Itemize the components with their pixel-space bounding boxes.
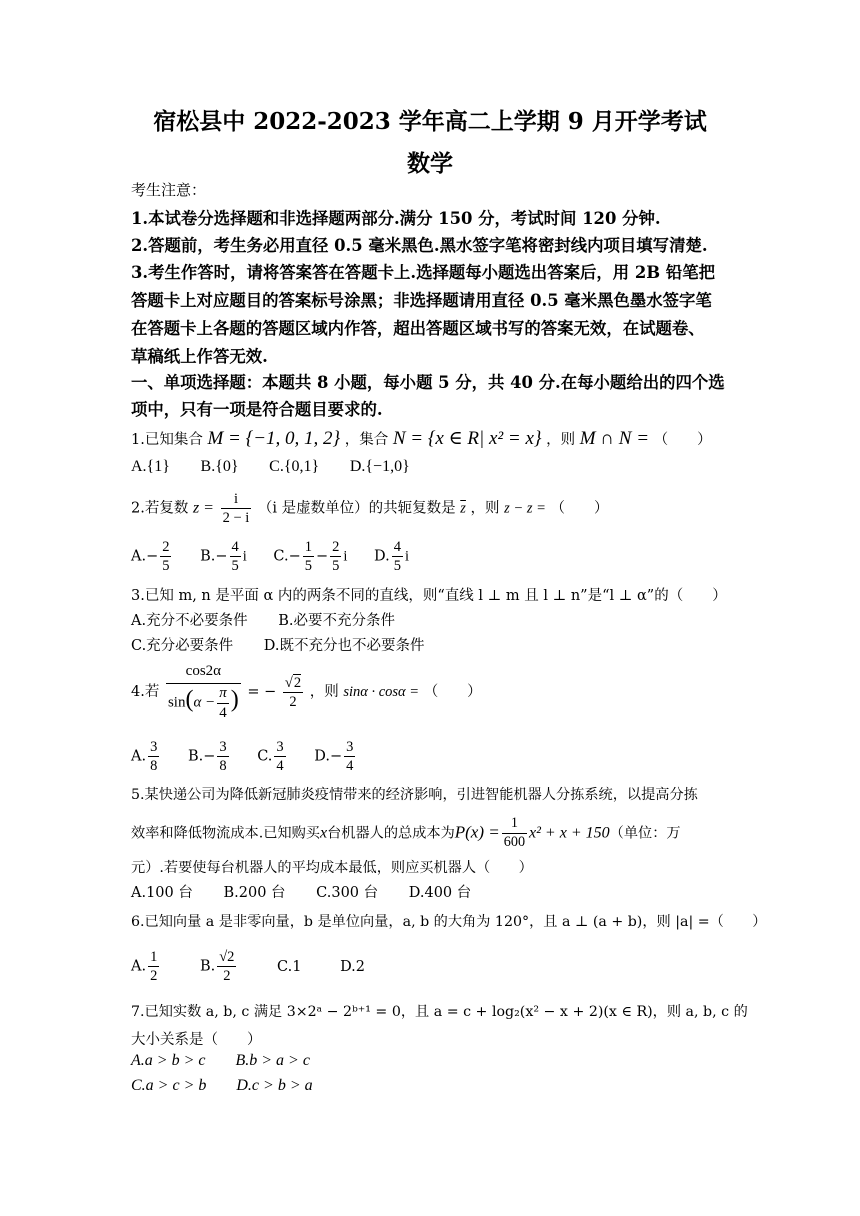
question-7-line-2: 大小关系是（ ） <box>131 1032 262 1048</box>
q2-option-c-den-2: 5 <box>332 558 340 575</box>
q6-option-d: D.2 <box>340 958 366 975</box>
q4-option-a-den: 8 <box>150 758 158 775</box>
q6-options <box>131 948 391 985</box>
question-5-line-1: 5.某快递公司为降低新冠肺炎疫情带来的经济影响，引进智能机器人分拣系统，以提高分拣 <box>131 787 698 803</box>
q2-z-eq: z = <box>192 499 214 517</box>
q3-options-row-2 <box>131 634 451 655</box>
q4-prefix: 4.若 <box>131 684 160 701</box>
q5-line2-px: P(x) = <box>454 822 500 842</box>
q2-option-b <box>200 538 247 575</box>
section-heading-line-2: 项中，只有一项是符合题目要求的. <box>131 400 383 419</box>
q6-option-b-num: √2 <box>217 948 236 967</box>
notice-item-3-line-2: 答题卡上对应题目的答案标号涂黑；非选择题请用直径 0.5 毫米黑色墨水签字笔 <box>131 291 712 310</box>
q2-zbar: $\overline{z}$ <box>460 500 466 517</box>
q4-rhs-den: 2 <box>289 693 297 710</box>
q4-rhs-fraction <box>283 674 303 711</box>
q4-option-a-label: A. <box>131 748 147 765</box>
q4-lhs-fraction <box>166 662 241 722</box>
q4-option-c-num: 3 <box>274 738 285 757</box>
q4-option-c-label: C. <box>257 748 273 765</box>
q7-option-a: A.a > b > c <box>131 1052 206 1069</box>
q5-frac-den: 600 <box>503 833 526 850</box>
q2-option-a <box>131 538 173 575</box>
section-heading-line-1: 一、单项选择题：本题共 8 小题，每小题 5 分，共 40 分.在每小题给出的四个选 <box>131 373 725 392</box>
q2-option-c-num-1: 1 <box>303 538 314 557</box>
q2-option-a-label: A.− <box>131 548 159 565</box>
q6-option-a <box>131 948 161 985</box>
notice-item-3-line-3: 在答题卡上各题的答题区域内作答，超出答题区域书写的答案无效，在试题卷、 <box>131 319 705 338</box>
q4-option-d-num: 3 <box>344 738 355 757</box>
q5-option-b: B.200 台 <box>223 885 286 901</box>
q4-option-b-label: B.− <box>187 748 216 765</box>
notice-item-2: 2.答题前，考生务必用直径 0.5 毫米黑色.黑水签字笔将密封线内项目填写清楚. <box>131 236 708 255</box>
q5-line2-pre: 效率和降低物流成本.已知购买 <box>131 825 320 842</box>
q2-options <box>131 538 435 575</box>
q2-option-b-label: B.− <box>200 548 228 565</box>
q6-option-a-num: 1 <box>148 948 159 967</box>
q1-option-b: B.{0} <box>200 458 239 475</box>
q4-option-a <box>131 738 161 775</box>
question-1 <box>131 427 712 450</box>
q4-rhs-num: √2 <box>283 674 303 693</box>
notice-heading: 考生注意： <box>131 181 207 199</box>
q2-option-c-label: C.− <box>273 548 301 565</box>
q3-option-c: C.充分必要条件 <box>131 638 234 654</box>
q2-frac-num: i <box>221 490 252 509</box>
q3-option-b: B.必要不充分条件 <box>278 613 395 629</box>
notice-item-1: 1.本试卷分选择题和非选择题两部分.满分 150 分，考试时间 120 分钟. <box>131 209 661 228</box>
q4-option-b <box>188 738 231 775</box>
question-5-line-2 <box>131 815 681 852</box>
q2-option-c-minus: − <box>316 548 329 565</box>
q2-option-d-num: 4 <box>392 538 403 557</box>
q2-option-b-num: 4 <box>230 538 241 557</box>
q2-middle: （i 是虚数单位）的共轭复数是 <box>257 500 456 517</box>
q6-option-b-den: 2 <box>223 968 231 985</box>
q5-options <box>131 881 497 902</box>
q3-option-d: D.既不充分也不必要条件 <box>263 638 425 654</box>
q5-option-a: A.100 台 <box>131 885 193 901</box>
q4-option-c <box>257 738 287 775</box>
q4-option-c-den: 4 <box>276 758 284 775</box>
q2-option-d <box>374 538 409 575</box>
q4-den-sin: sin <box>167 694 186 711</box>
q4-option-d <box>314 738 357 775</box>
notice-item-3-line-1: 3.考生作答时，请将答案答在答题卡上.选择题每小题选出答案后，用 2B 铅笔把 <box>131 263 715 282</box>
question-4 <box>131 662 482 722</box>
q4-rhs-radicand: 2 <box>293 674 302 691</box>
q4-lhs-num: cos2α <box>166 662 241 684</box>
q4-den-pi: π <box>217 684 229 704</box>
question-6: 6.已知向量 a 是非零向量，b 是单位向量，a, b 的大角为 120°，且 a ⊥ (a + b)，则 |a| =（ ） <box>131 914 767 930</box>
q1-option-d: D.{−1,0} <box>349 458 410 475</box>
q2-prefix: 2.若复数 <box>131 500 189 517</box>
q1-set-m: M = {−1, 0, 1, 2} <box>207 428 341 449</box>
exam-title: 宿松县中 2022-2023 学年高二上学期 9 月开学考试 <box>153 108 707 135</box>
q4-option-b-num: 3 <box>217 738 228 757</box>
q2-option-d-label: D. <box>374 548 390 565</box>
q2-expr: z − z = <box>504 500 546 517</box>
q2-option-c-num-2: 2 <box>330 538 341 557</box>
q4-eq: = − <box>247 684 277 701</box>
q6-option-a-label: A. <box>131 958 147 975</box>
q3-options-row-1 <box>131 609 421 630</box>
q3-option-a: A.充分不必要条件 <box>131 613 248 629</box>
q4-ask: ，则 <box>309 684 339 701</box>
q2-fraction <box>221 490 252 527</box>
q4-expr: sinα · cosα = <box>343 684 420 701</box>
q4-den-alpha: α − <box>193 694 216 711</box>
q5-line2-x: x <box>319 824 328 842</box>
q2-option-c-den-1: 5 <box>304 558 312 575</box>
q6-option-c: C.1 <box>277 958 302 975</box>
q5-line2-tail: x² + x + 150 <box>529 824 610 842</box>
q1-mid: ，集合 <box>344 432 389 448</box>
q6-option-a-den: 2 <box>150 968 158 985</box>
q1-prefix: 1.已知集合 <box>131 432 203 448</box>
q2-frac-den: 2 − i <box>222 510 250 527</box>
q2-option-a-den: 5 <box>162 558 170 575</box>
q4-options <box>131 738 383 775</box>
q4-option-a-num: 3 <box>148 738 159 757</box>
q4-option-b-den: 8 <box>219 758 227 775</box>
q1-set-n: N = {x ∈ R| x² = x} <box>392 428 542 449</box>
question-3: 3.已知 m, n 是平面 α 内的两条不同的直线，则“直线 l ⊥ m 且 l ⊥ n”是“l ⊥ α”的（ ） <box>131 588 727 604</box>
q1-ask: ，则 <box>546 432 576 448</box>
q1-expr: M ∩ N = <box>579 428 650 449</box>
q1-option-c: C.{0,1} <box>269 458 320 475</box>
q6-option-b-label: B. <box>199 958 216 975</box>
q7-options-row-2 <box>131 1077 339 1095</box>
q2-option-b-tail: i <box>242 548 247 565</box>
q7-options-row-1 <box>131 1052 336 1070</box>
q7-option-d: D.c > b > a <box>236 1077 313 1094</box>
q5-option-d: D.400 台 <box>408 885 472 901</box>
q2-option-c <box>273 538 347 575</box>
q2-ask: ，则 <box>470 500 500 517</box>
q4-paren: （ ） <box>423 684 482 701</box>
q4-lhs-den: sin(α − $\frac{\pi}{4}$ ) <box>167 684 239 721</box>
q4-den-four: 4 <box>219 704 227 721</box>
q5-line2-unit: （单位：万 <box>609 825 681 842</box>
q1-option-a: A.{1} <box>131 458 170 475</box>
q5-line2-mid: 台机器人的总成本为 <box>327 825 455 842</box>
q2-option-d-tail: i <box>405 548 410 565</box>
question-5-line-3: 元）.若要使每台机器人的平均成本最低，则应买机器人（ ） <box>131 860 533 876</box>
question-2 <box>131 490 609 527</box>
notice-item-3-line-4: 草稿纸上作答无效. <box>131 347 268 366</box>
question-7-line-1: 7.已知实数 a, b, c 满足 3×2ᵃ − 2ᵇ⁺¹ = 0，且 a = c + log₂(x² − x + 2)(x ∈ R)，则 a, b, c 的 <box>131 1004 748 1020</box>
exam-subject: 数学 <box>407 150 453 177</box>
q1-paren: （ ） <box>653 432 712 448</box>
q5-frac-num: 1 <box>502 815 527 834</box>
q2-option-c-tail: i <box>343 548 348 565</box>
q7-option-c: C.a > c > b <box>131 1077 207 1094</box>
q2-paren: （ ） <box>550 500 609 517</box>
q7-option-b: B.b > a > c <box>235 1052 310 1069</box>
q2-option-a-num: 2 <box>160 538 171 557</box>
q1-options <box>131 458 436 476</box>
q5-option-c: C.300 台 <box>316 885 379 901</box>
q2-option-b-den: 5 <box>231 558 239 575</box>
q4-option-d-den: 4 <box>346 758 354 775</box>
q6-option-b <box>200 948 238 985</box>
q4-option-d-label: D.− <box>314 748 343 765</box>
q2-option-d-den: 5 <box>393 558 402 575</box>
